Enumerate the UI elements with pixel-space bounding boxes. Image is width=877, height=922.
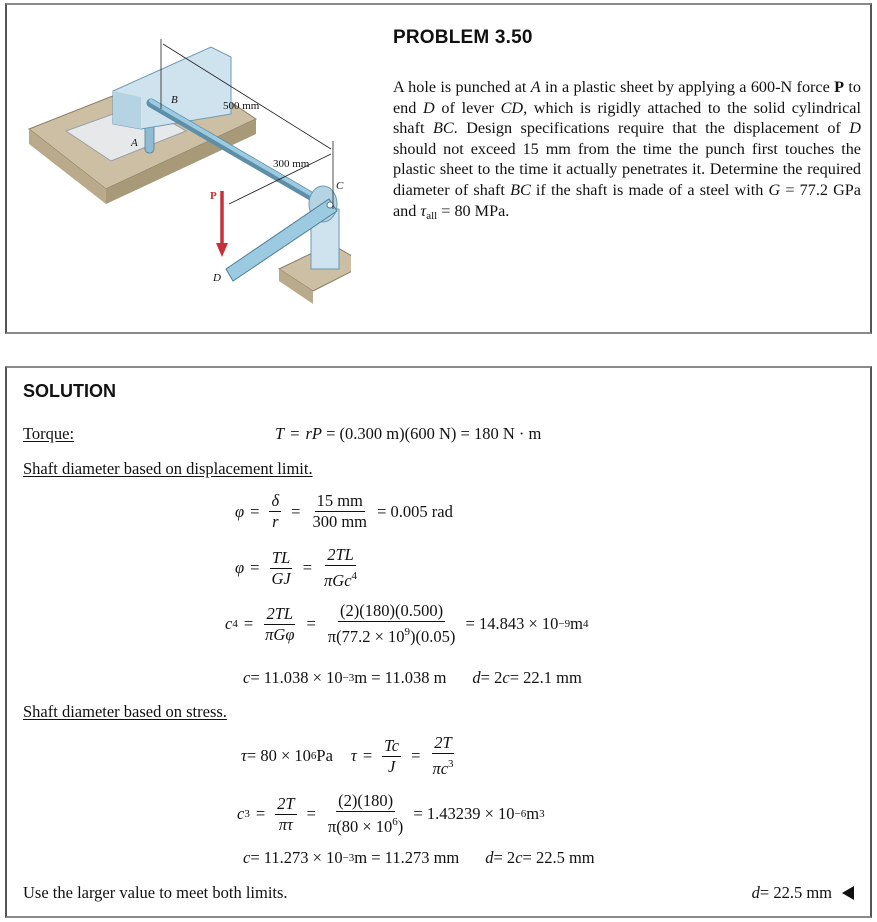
point-b-label: B bbox=[171, 94, 178, 106]
torque-equation: T = rP = (0.300 m)(600 N) = 180 N · m bbox=[275, 424, 542, 443]
c4-equation: c 4 = $\frac{2TL}{\text{πGφ}}$ = $\frac{(2)(180)(0.500)}{\pi(77.2 \times 10^9)(0.05)}$ = 14.843 × 10 −9 m 4 bbox=[225, 601, 589, 646]
force-p-label: P bbox=[210, 190, 217, 202]
final-answer: d = 22.5 mm bbox=[752, 883, 854, 903]
point-d-label: D bbox=[213, 272, 221, 284]
point-a-label: A bbox=[131, 137, 138, 149]
problem-statement: A hole is punched at A in a plastic sheet by applying a 600-N force P to end D of lever CD, which is rigidly attached to the solid cylindrical shaft BC. Design specifications require that the displacement of D should not exceed 15 mm from the time the punch first touches the plastic sheet to the time it actually penetrates it. Determine the required diameter of shaft BC if the shaft is made of a steel with G = 77.2 GPa and $\tau_{all} = 80$ MPa. bbox=[393, 78, 862, 222]
point-c-label: C bbox=[336, 180, 344, 192]
lever-shaft-figure bbox=[21, 19, 351, 319]
phi-equation-1: φ = $\frac{\delta}{r}$ = $\frac{15 mm}{300 mm}$ = 0.005 rad bbox=[235, 491, 453, 531]
c-stress-result: c = 11.273 × 10 −3 m = 11.273 mm d = 2 c = 22.5 mm bbox=[243, 848, 595, 867]
conclusion-text: Use the larger value to meet both limits. bbox=[23, 883, 288, 902]
c3-equation: c 3 = $\frac{2T}{\pi\tau}$ = $\frac{(2)(180)}{\pi(80 \times 10^6)}$ = 1.43239 × 10 −6 m 3 bbox=[237, 791, 545, 836]
tau-equation: τ = 80 × 10 6 Pa τ = $\frac{Tc}{J}$ = $\frac{2T}{\pi c^3}$ bbox=[241, 733, 454, 778]
dim-300-label: 300 mm bbox=[273, 158, 310, 170]
solution-panel bbox=[5, 366, 872, 918]
phi-equation-2: φ = $\frac{TL}{GJ}$ = $\frac{2TL}{\pi Gc^4}$ bbox=[235, 545, 358, 590]
c-displacement-result: c = 11.038 × 10 −3 m = 11.038 m d = 2 c = 22.1 mm bbox=[243, 668, 582, 687]
solution-title: SOLUTION bbox=[23, 381, 116, 401]
problem-title: PROBLEM 3.50 bbox=[393, 27, 533, 48]
dim-500-label: 500 mm bbox=[223, 100, 260, 112]
torque-label: Torque: bbox=[23, 424, 75, 443]
stress-heading: Shaft diameter based on stress. bbox=[23, 702, 227, 721]
problem-panel bbox=[5, 3, 872, 334]
answer-marker-icon bbox=[842, 886, 854, 900]
displacement-heading: Shaft diameter based on displacement limit. bbox=[23, 459, 313, 478]
